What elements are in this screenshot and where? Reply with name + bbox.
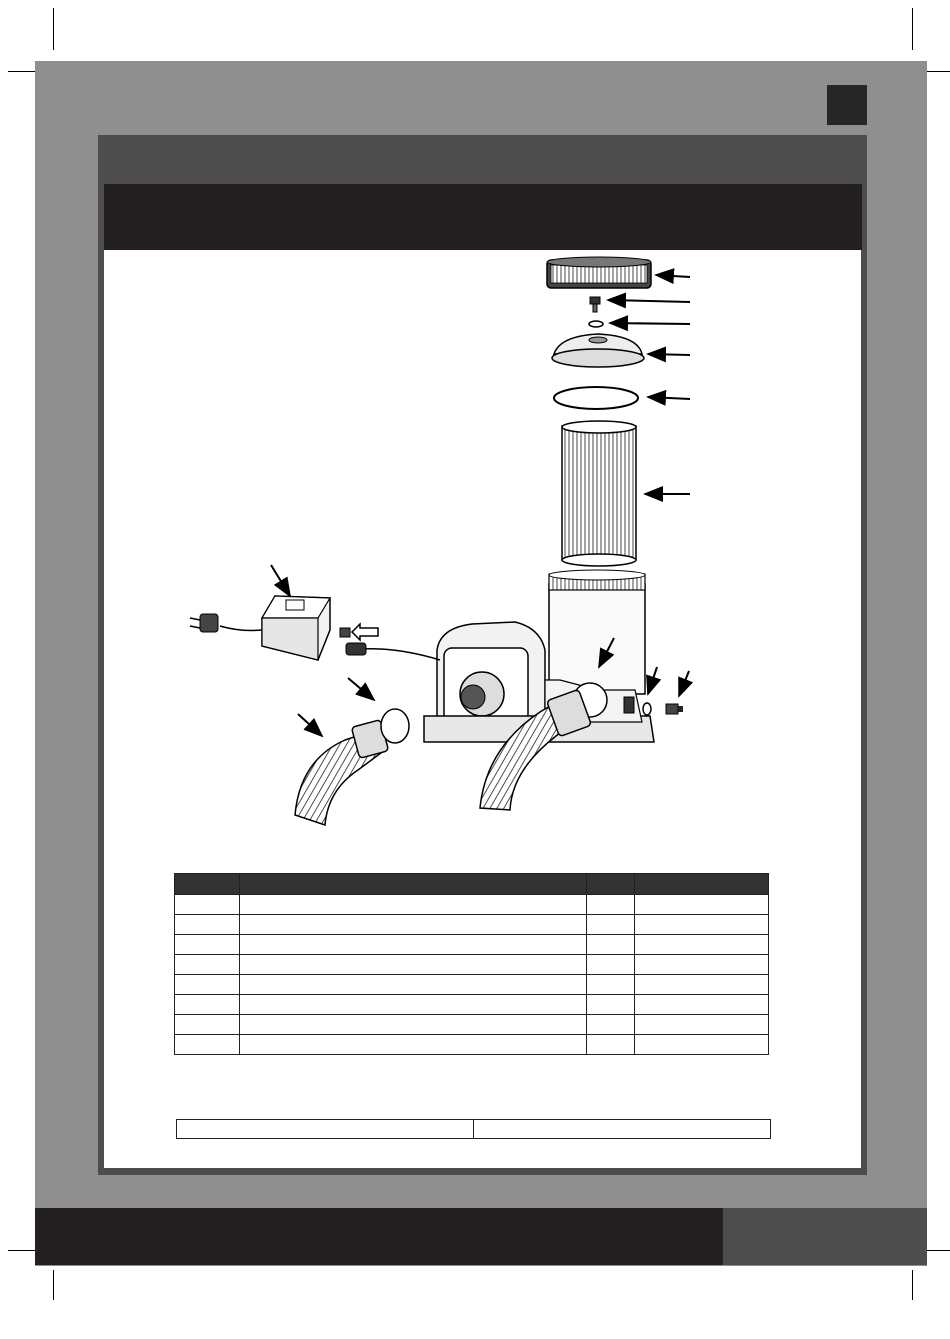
housing-cover — [552, 334, 644, 367]
table-cell — [177, 1120, 474, 1139]
table-row — [175, 1035, 769, 1055]
direction-arrow — [352, 624, 378, 640]
table-cell — [635, 975, 769, 995]
table-cell — [635, 935, 769, 955]
spec-table — [176, 1119, 771, 1139]
table-cell — [175, 935, 240, 955]
table-cell — [587, 995, 635, 1015]
table-cell — [240, 915, 587, 935]
table-cell — [635, 1015, 769, 1035]
header-cell — [240, 874, 587, 895]
table-cell — [635, 915, 769, 935]
header-cell — [587, 874, 635, 895]
table-cell — [635, 955, 769, 975]
parts-table-header — [175, 874, 769, 895]
table-cell — [587, 1015, 635, 1035]
table-cell — [175, 995, 240, 1015]
table-cell — [587, 975, 635, 995]
table-row — [175, 995, 769, 1015]
table-cell — [175, 915, 240, 935]
table-cell — [240, 935, 587, 955]
table-cell — [240, 975, 587, 995]
air-release-valve — [590, 297, 600, 312]
power-plug — [200, 614, 218, 632]
drain-o-ring — [643, 703, 651, 715]
table-cell — [587, 1035, 635, 1055]
table-cell — [240, 1015, 587, 1035]
header-cell — [175, 874, 240, 895]
table-cell — [175, 1035, 240, 1055]
table-cell — [587, 915, 635, 935]
filter-cover-ring — [547, 257, 651, 288]
table-row — [175, 895, 769, 915]
filter-cartridge — [562, 421, 636, 566]
table-cell — [175, 895, 240, 915]
table-cell — [175, 975, 240, 995]
valve-o-ring — [589, 321, 603, 327]
table-row — [175, 975, 769, 995]
table-row — [175, 915, 769, 935]
table-cell — [635, 1035, 769, 1055]
table-cell — [240, 895, 587, 915]
table-cell — [635, 895, 769, 915]
table-cell — [240, 995, 587, 1015]
table-cell — [587, 935, 635, 955]
header-cell — [635, 874, 769, 895]
transformer — [190, 596, 440, 660]
table-cell — [240, 955, 587, 975]
table-row — [175, 955, 769, 975]
table-row — [177, 1120, 771, 1139]
cover-o-ring — [554, 387, 638, 409]
table-cell — [240, 1035, 587, 1055]
table-cell — [175, 1015, 240, 1035]
table-cell — [635, 995, 769, 1015]
table-cell — [587, 895, 635, 915]
filter-housing — [549, 570, 645, 694]
drain-plug — [666, 704, 683, 714]
table-cell — [474, 1120, 771, 1139]
parts-table — [174, 873, 769, 1055]
table-row — [175, 935, 769, 955]
table-cell — [175, 955, 240, 975]
table-cell — [587, 955, 635, 975]
table-row — [175, 1015, 769, 1035]
